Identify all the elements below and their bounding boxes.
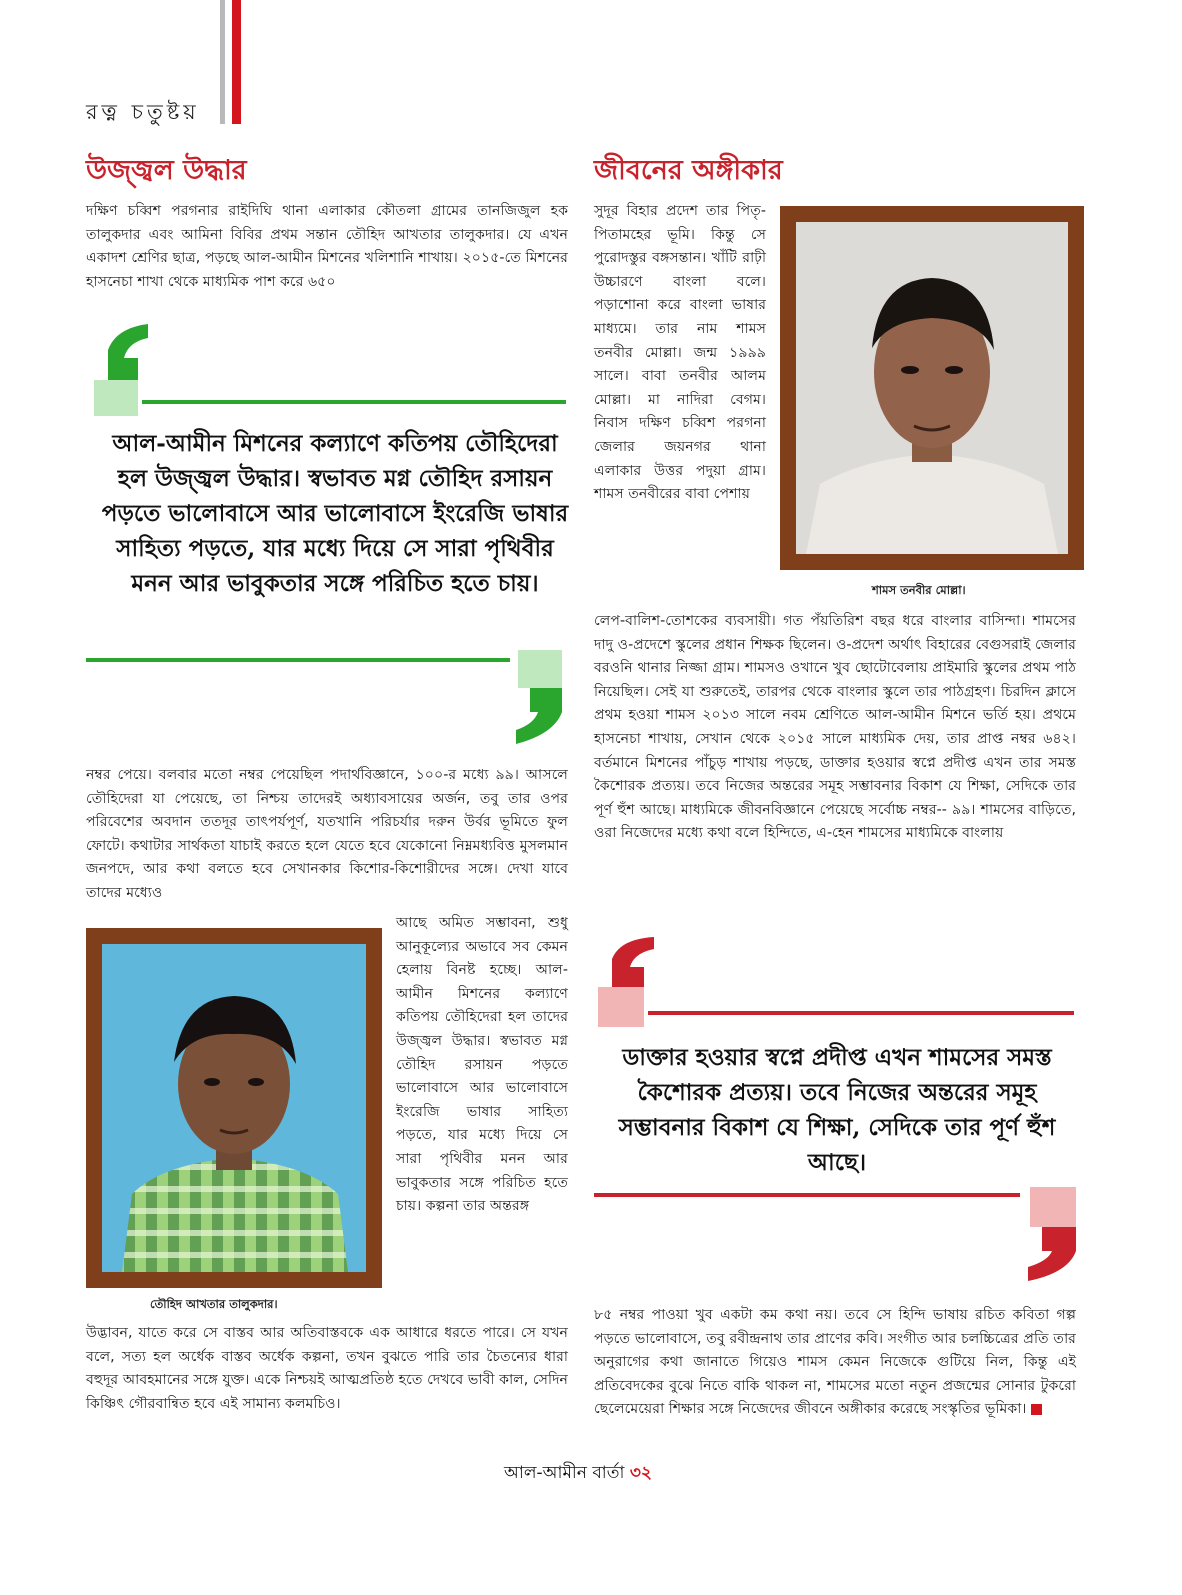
right-paragraph-1: সুদূর বিহার প্রদেশ তার পিতৃ-পিতামহের ভূমি। কিন্তু সে পুরোদস্তুর বঙ্গসন্তান। খাঁটি রাঢ়ী উচ্চারণে বাংলা বলে। পড়াশোনা করে বাংলা ভাষার মাধ্যমে। তার নাম শামস তনবীর মোল্লা। জন্ম ১৯৯৯ সালে। বাবা তনবীর আলম মোল্লা। মা নাদিরা বেগম। নিবাস দক্ষিণ চব্বিশ পরগনা জেলার জয়নগর থানা এলাকার উত্তর পদুয়া গ্রাম। শামস তনবীরের বাবা পেশায় [594,203,766,503]
photo-shams [796,222,1068,554]
close-quote-icon [1028,1187,1076,1281]
quote-rule-bottom [594,1193,1020,1197]
header-grey-bar [220,0,225,124]
footer-magazine-name: আল-আমীন বার্তা [504,1463,625,1483]
right-pull-quote: ডাক্তার হওয়ার স্বপ্নে প্রদীপ্ত এখন শামসের সমস্ত কৈশোরক প্রত্যয়। তবে নিজের অন্তরের সমূহ সম্ভাবনার বিকাশ যে শিক্ষা, সেদিকে তার পূর্ণ হুঁশ আছে। [618,1044,1056,1176]
header-red-bar [232,0,241,124]
left-paragraph-2: নম্বর পেয়ে। বলবার মতো নম্বর পেয়েছিল পদার্থবিজ্ঞানে, ১০০-র মধ্যে ৯৯। আসলে তৌহিদেরা যা পেয়েছে, তা নিশ্চয় তাদেরই অধ্যাবসায়ের অর্জন, তবু তার ওপর পরিবেশের অবদান ততদূর তাৎপর্যপূর্ণ, যতখানি পরিচর্যার দরুন উর্বর ভূমিতে ফুল ফোটে। কথাটার সার্থকতা যাচাই করতে হলে যেতে হবে যেকোনো নিম্নমধ্যবিত্ত মুসলমান জনপদে, আর কথা বলতে হবে সেখানকার কিশোর-কিশোরীদের সঙ্গে। দেখা যাবে তাদের মধ্যেও [86,767,568,901]
left-intro: দক্ষিণ চব্বিশ পরগনার রাইদিঘি থানা এলাকার কৌতলা গ্রামের তানজিজুল হক তালুকদার এবং আমিনা বিবির প্রথম সন্তান তৌহিদ আখতার তালুকদার। যে এখন একাদশ শ্রেণির ছাত্র, পড়ছে আল-আমীন মিশনের খলিশানি শাখায়। ২০১৫-তে মিশনের হাসনেচা শাখা থেকে মাধ্যমিক পাশ করে ৬৫০ [86,203,568,290]
portrait-touhid-image [102,944,366,1272]
right-heading: জীবনের অঙ্গীকার [594,155,783,186]
end-mark-icon [1031,1404,1042,1415]
section-label: রত্ন চতুষ্টয় [86,100,200,124]
quote-rule-top [648,1011,1074,1015]
footer [504,1460,652,1488]
close-quote-icon [516,650,562,744]
right-paragraph-3-text: ৮৫ নম্বর পাওয়া খুব একটা কম কথা নয়। তবে সে হিন্দি ভাষায় রচিত কবিতা গল্প পড়তে ভালোবাসে, তবু রবীন্দ্রনাথ তার প্রাণের কবি। সংগীত আর চলচ্চিত্রের প্রতি তার অনুরাগের কথা জানাতে গিয়েও শামস কেমন নিজেকে গুটিয়ে নিল, কিন্তু এই প্রতিবেদকের বুঝে নিতে বাকি থাকল না, শামসের মতো নতুন প্রজন্মের সোনার টুকরো ছেলেমেয়েরা শিক্ষার সঙ্গে নিজেদের জীবনে অঙ্গীকার করেছে সংস্কৃতির ভূমিকা। [594,1307,1076,1418]
open-quote-icon [94,324,148,416]
quote-rule-bottom [86,658,510,662]
left-pull-quote: আল-আমীন মিশনের কল্যাণে কতিপয় তৌহিদেরা হল উজ্জ্বল উদ্ধার। স্বভাবত মগ্ন তৌহিদ রসায়ন পড়তে ভালোবাসে আর ভালোবাসে ইংরেজি ভাষার সাহিত্য পড়তে, যার মধ্যে দিয়ে সে সারা পৃথিবীর মনন আর ভাবুকতার সঙ্গে পরিচিত হতে চায়। [101,430,569,597]
photo-touhid-frame [86,928,382,1288]
photo-shams-frame [780,206,1084,570]
photo-shams-caption: শামস তনবীর মোল্লা। [872,583,966,597]
open-quote-icon [598,937,654,1027]
photo-touhid [102,944,366,1272]
photo-touhid-caption: তৌহিদ আখতার তালুকদার। [150,1297,278,1311]
left-paragraph-3: আছে অমিত সম্ভাবনা, শুধু আনুকূল্যের অভাবে সব কেমন হেলায় বিনষ্ট হচ্ছে। আল-আমীন মিশনের কল্যাণে কতিপয় তৌহিদেরা হল তাদের উজ্জ্বল উদ্ধার। স্বভাবত মগ্ন তৌহিদ রসায়ন পড়তে ভালোবাসে আর ভালোবাসে ইংরেজি ভাষার সাহিত্য পড়তে, যার মধ্যে দিয়ে সে সারা পৃথিবীর মনন আর ভাবুকতার সঙ্গে পরিচিত হতে চায়। কল্পনা তার অন্তরঙ্গ [396,915,568,1215]
left-paragraph-4: উদ্ভাবন, যাতে করে সে বাস্তব আর অতিবাস্তবকে এক আধারে ধরতে পারে। সে যখন বলে, সত্য হল অর্ধেক বাস্তব অর্ধেক কল্পনা, তখন বুঝতে পারি তার চৈতন্যের ধারা বহুদূর আবহমানের সঙ্গে যুক্ত। একে নিশ্চয়ই আত্মপ্রতিষ্ঠ হতে দেখবে ভাবী কাল, সেদিন কিঞ্চিৎ গৌরবান্বিত হবে এই সামান্য কলমচিও। [86,1325,568,1412]
portrait-shams-image [796,222,1068,554]
page-number: ৩২ [629,1463,652,1483]
right-paragraph-2: লেপ-বালিশ-তোশকের ব্যবসায়ী। গত পঁয়তিরিশ বছর ধরে বাংলার বাসিন্দা। শামসের দাদু ও-প্রদেশে স্কুলের প্রধান শিক্ষক ছিলেন। ও-প্রদেশ অর্থাৎ বিহারের বেগুসরাই জেলার বরওনি থানার নিজ্জা গ্রাম। শামসও ওখানে খুব ছোটোবেলায় প্রাইমারি স্কুলের প্রথম পাঠ নিয়েছিল। সেই যা শুরুতেই, তারপর থেকে বাংলার স্কুলে তার পাঠগ্রহণ। চিরদিন ক্লাসে প্রথম হওয়া শামস ২০১৩ সালে নবম শ্রেণিতে আল-আমীন মিশনে ভর্তি হয়। প্রথমে হাসনেচা শাখায়, সেখান থেকে ২০১৫ সালে মাধ্যমিক দেয়, তার প্রাপ্ত নম্বর ৬৪২। বর্তমানে মিশনের পাঁচুড় শাখায় পড়ছে, ডাক্তার হওয়ার স্বপ্নে প্রদীপ্ত এখন তার সমস্ত কৈশোরক প্রত্যয়। তবে নিজের অন্তরের সমূহ সম্ভাবনার বিকাশ যে শিক্ষা, সেদিকে তার পূর্ণ হুঁশ আছে। মাধ্যমিকে জীবনবিজ্ঞানে পেয়েছে সর্বোচ্চ নম্বর-- ৯৯। শামসের বাড়িতে, ওরা নিজেদের মধ্যে কথা বলে হিন্দিতে, এ-হেন শামসের মাধ্যমিকে বাংলায় [594,613,1076,842]
left-heading: উজ্জ্বল উদ্ধার [86,155,247,186]
right-paragraph-3 [594,1304,1076,1422]
quote-rule-top [142,400,566,404]
